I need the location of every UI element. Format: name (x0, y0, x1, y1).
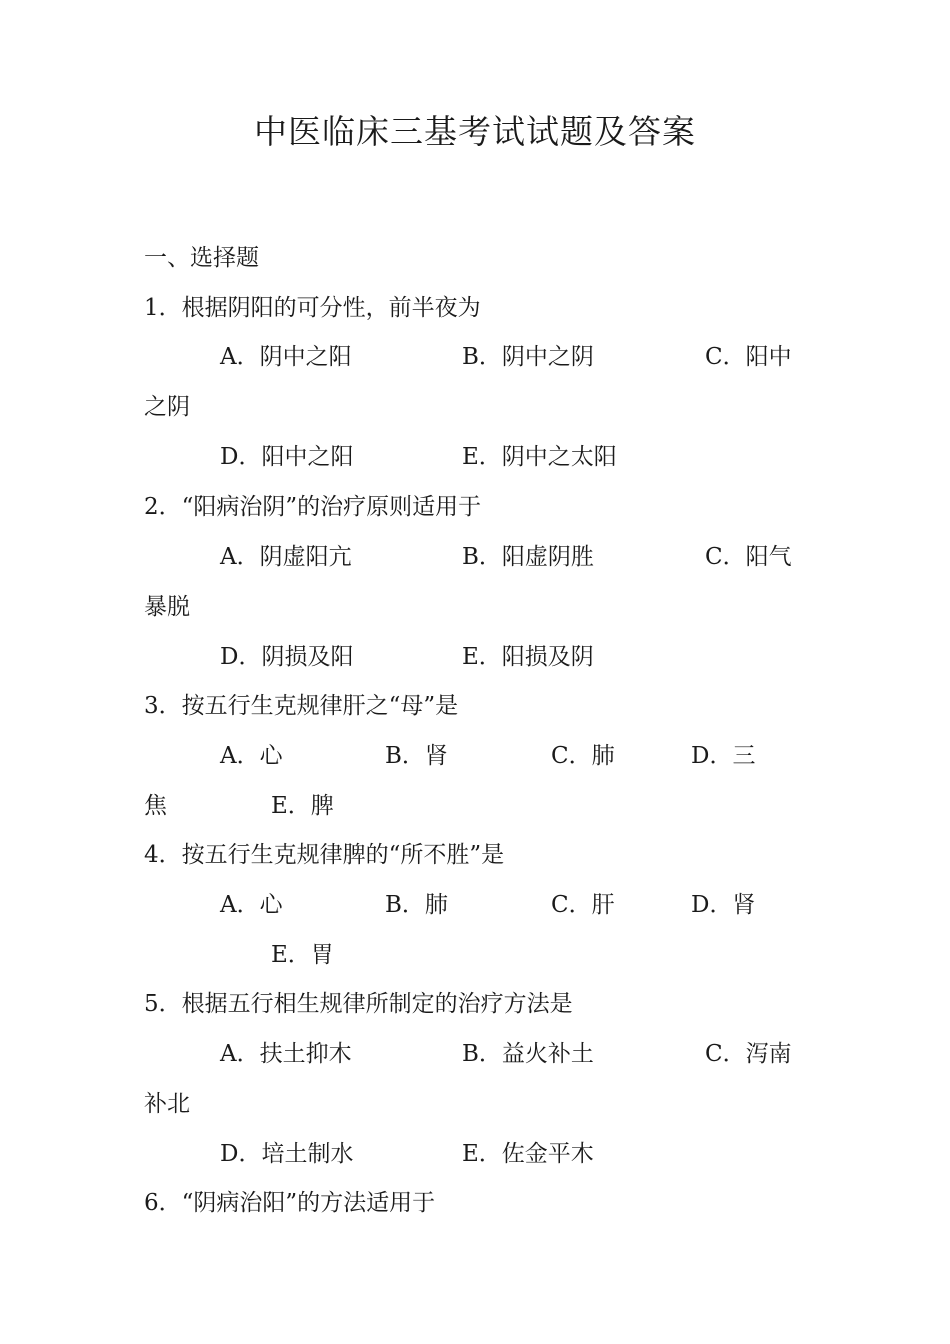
question-2-option-c-wrap: 暴脱 (144, 594, 190, 620)
question-2-option-d: D．阴损及阳 (220, 644, 354, 670)
section-heading: 一、选择题 (144, 245, 259, 271)
question-1-option-c: C．阳中 (705, 344, 792, 370)
question-2-stem: 2．“阳病治阴”的治疗原则适用于 (144, 494, 482, 520)
question-4-option-d: D．肾 (691, 892, 756, 918)
question-1-option-d: D．阳中之阳 (220, 444, 354, 470)
question-1-option-a: A．阴中之阳 (220, 344, 352, 370)
question-3-option-d: D．三 (691, 743, 756, 769)
question-5-option-c: C．泻南 (705, 1041, 792, 1067)
question-2-option-c: C．阳气 (705, 544, 792, 570)
question-5-stem: 5．根据五行相生规律所制定的治疗方法是 (144, 991, 573, 1017)
question-1-option-b: B．阴中之阴 (462, 344, 594, 370)
question-4-stem: 4．按五行生克规律脾的“所不胜”是 (144, 842, 505, 868)
question-5-option-b: B．益火补土 (462, 1041, 594, 1067)
question-1-option-c-wrap: 之阴 (144, 394, 190, 420)
question-2-option-b: B．阳虚阴胜 (462, 544, 594, 570)
question-5-option-e: E．佐金平木 (462, 1141, 594, 1167)
question-6-stem: 6．“阴病治阳”的方法适用于 (144, 1190, 436, 1216)
question-2-option-a: A．阴虚阳亢 (220, 544, 352, 570)
question-3-option-b: B．肾 (385, 743, 448, 769)
question-5-option-a: A．扶土抑木 (220, 1041, 352, 1067)
question-2-option-e: E．阳损及阴 (462, 644, 594, 670)
question-5-option-d: D．培土制水 (220, 1141, 354, 1167)
question-4-option-e: E．胃 (271, 942, 334, 968)
question-4-option-b: B．肺 (385, 892, 448, 918)
question-5-option-c-wrap: 补北 (144, 1091, 190, 1117)
question-1-stem: 1．根据阴阳的可分性，前半夜为 (144, 295, 481, 321)
question-3-option-c: C．肺 (551, 743, 615, 769)
question-4-option-c: C．肝 (551, 892, 615, 918)
document-title: 中医临床三基考试试题及答案 (254, 112, 696, 151)
question-3-option-e: E．脾 (271, 793, 334, 819)
question-3-stem: 3．按五行生克规律肝之“母”是 (144, 693, 459, 719)
question-4-option-a: A．心 (220, 892, 283, 918)
question-3-option-a: A．心 (220, 743, 283, 769)
question-3-option-d-wrap: 焦 (144, 793, 167, 819)
question-1-option-e: E．阴中之太阳 (462, 444, 617, 470)
